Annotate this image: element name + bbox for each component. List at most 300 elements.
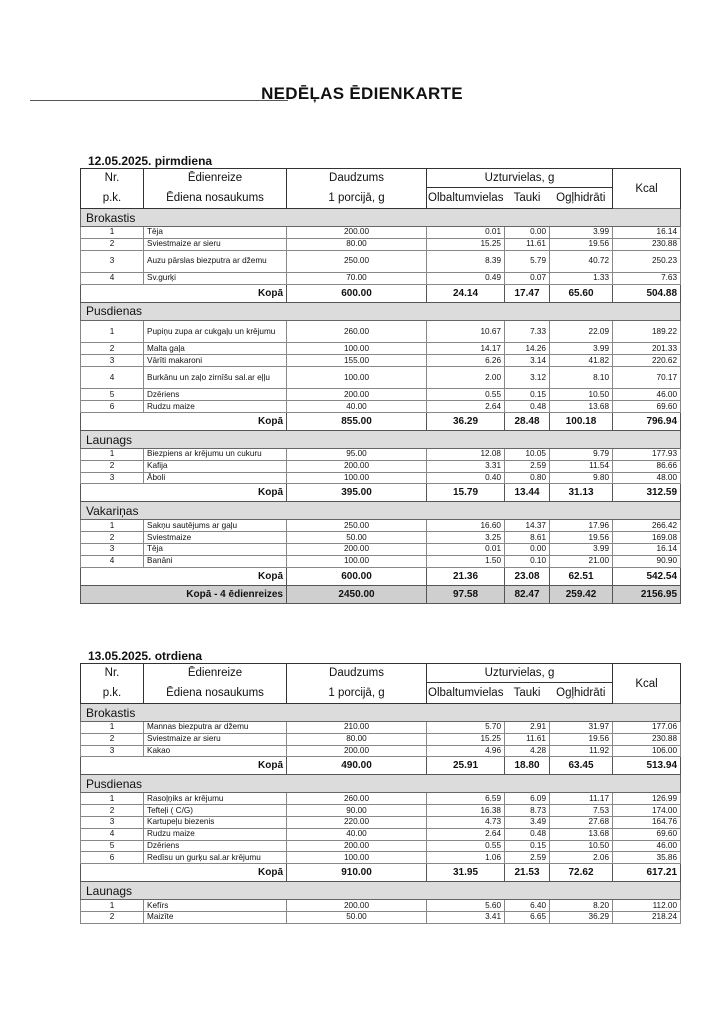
item-carbs: 31.97 [550,722,613,734]
item-nr: 4 [81,273,144,285]
olbaltumvielas-header: Olbaltumvielas [427,683,505,704]
page-title: NEDĒĻAS ĒDIENKARTE [261,84,463,103]
table-row [81,793,681,805]
item-nr: 1 [81,900,144,912]
table-row [81,733,681,745]
grand-total-qty: 2450.00 [287,585,427,603]
item-fat: 10.05 [505,449,550,461]
item-nr: 1 [81,449,144,461]
item-carbs: 7.53 [550,805,613,817]
item-protein: 5.60 [427,900,505,912]
item-protein: 2.64 [427,401,505,413]
item-qty: 210.00 [287,722,427,734]
table-row [81,460,681,472]
item-protein: 0.55 [427,389,505,401]
table-row [81,238,681,250]
item-carbs: 36.29 [550,911,613,923]
item-fat: 0.15 [505,389,550,401]
item-name: Sakņu sautējums ar gaļu [144,520,287,532]
item-carbs: 10.50 [550,840,613,852]
item-fat: 2.91 [505,722,550,734]
item-protein: 14.17 [427,343,505,355]
item-kcal: 201.33 [613,343,681,355]
item-nr: 2 [81,532,144,544]
item-kcal: 177.06 [613,722,681,734]
item-fat: 8.61 [505,532,550,544]
item-fat: 0.80 [505,472,550,484]
item-name: Biezpiens ar krējumu un cukuru [144,449,287,461]
item-name: Sviestmaize [144,532,287,544]
kcal-header: Kcal [613,169,681,209]
item-kcal: 16.14 [613,227,681,239]
item-carbs: 3.99 [550,343,613,355]
item-carbs: 13.68 [550,401,613,413]
total-kcal: 504.88 [613,284,681,302]
oglhidrati-header: Ogļhidrāti [550,188,613,209]
total-protein: 24.14 [427,284,505,302]
table-header-row [81,683,681,704]
item-fat: 6.40 [505,900,550,912]
item-protein: 0.49 [427,273,505,285]
total-protein: 15.79 [427,484,505,502]
total-carbs: 63.45 [550,757,613,775]
header-rule [30,100,288,101]
table-row [81,250,681,273]
item-name: Auzu pārslas biezputra ar džemu [144,250,287,273]
item-nr: 6 [81,401,144,413]
total-label: Kopā [81,484,287,502]
item-carbs: 17.96 [550,520,613,532]
item-protein: 3.25 [427,532,505,544]
total-fat: 23.08 [505,567,550,585]
item-nr: 4 [81,555,144,567]
total-protein: 31.95 [427,864,505,882]
item-kcal: 230.88 [613,238,681,250]
item-qty: 40.00 [287,401,427,413]
table-row [81,343,681,355]
item-kcal: 169.08 [613,532,681,544]
total-protein: 21.36 [427,567,505,585]
item-kcal: 189.22 [613,320,681,343]
daudzums-header: Daudzums [287,169,427,188]
meal-total-row [81,864,681,882]
item-kcal: 7.63 [613,273,681,285]
item-name: Āboli [144,472,287,484]
item-kcal: 230.88 [613,733,681,745]
total-kcal: 513.94 [613,757,681,775]
meal-name: Brokastis [81,704,681,722]
item-carbs: 8.20 [550,900,613,912]
ediena-nosaukums-header: Ēdiena nosaukums [144,188,287,209]
table-row [81,401,681,413]
item-carbs: 19.56 [550,733,613,745]
item-protein: 0.01 [427,544,505,556]
item-fat: 0.15 [505,840,550,852]
item-qty: 200.00 [287,227,427,239]
item-carbs: 9.79 [550,449,613,461]
meal-name: Launags [81,882,681,900]
table-row [81,366,681,389]
item-name: Sviestmaize ar sieru [144,238,287,250]
item-name: Kafija [144,460,287,472]
table-row [81,532,681,544]
edienreize-header: Ēdienreize [144,169,287,188]
total-fat: 28.48 [505,413,550,431]
item-nr: 3 [81,250,144,273]
total-qty: 910.00 [287,864,427,882]
item-carbs: 19.56 [550,532,613,544]
total-label: Kopā [81,567,287,585]
item-nr: 5 [81,389,144,401]
table-row [81,389,681,401]
table-row [81,816,681,828]
item-carbs: 2.06 [550,852,613,864]
item-kcal: 46.00 [613,389,681,401]
ediena-nosaukums-header: Ēdiena nosaukums [144,683,287,704]
item-fat: 6.65 [505,911,550,923]
item-kcal: 16.14 [613,544,681,556]
total-fat: 21.53 [505,864,550,882]
item-qty: 50.00 [287,911,427,923]
item-qty: 100.00 [287,366,427,389]
item-name: Tefteļi ( C/G) [144,805,287,817]
table-row [81,722,681,734]
item-protein: 6.59 [427,793,505,805]
item-qty: 95.00 [287,449,427,461]
total-protein: 25.91 [427,757,505,775]
item-protein: 4.96 [427,745,505,757]
total-fat: 17.47 [505,284,550,302]
item-carbs: 41.82 [550,355,613,367]
item-protein: 1.50 [427,555,505,567]
item-kcal: 112.00 [613,900,681,912]
item-nr: 2 [81,343,144,355]
item-qty: 200.00 [287,900,427,912]
meal-total-row [81,413,681,431]
table-row [81,273,681,285]
item-kcal: 250.23 [613,250,681,273]
item-nr: 2 [81,238,144,250]
item-qty: 200.00 [287,544,427,556]
total-label: Kopā [81,864,287,882]
item-name: Rudzu maize [144,401,287,413]
item-qty: 100.00 [287,852,427,864]
table-row [81,555,681,567]
item-protein: 2.00 [427,366,505,389]
item-kcal: 106.00 [613,745,681,757]
day-title: 13.05.2025. otrdiena [88,649,203,663]
item-nr: 3 [81,544,144,556]
pk-header: p.k. [81,683,144,704]
meal-section-row [81,502,681,520]
item-qty: 200.00 [287,389,427,401]
item-carbs: 11.54 [550,460,613,472]
edienreize-header: Ēdienreize [144,664,287,683]
item-qty: 250.00 [287,250,427,273]
item-kcal: 48.00 [613,472,681,484]
table-row [81,900,681,912]
meal-name: Brokastis [81,209,681,227]
nr-header: Nr. [81,169,144,188]
table-row [81,520,681,532]
item-nr: 3 [81,472,144,484]
item-qty: 80.00 [287,238,427,250]
item-nr: 2 [81,733,144,745]
grand-total-protein: 97.58 [427,585,505,603]
item-nr: 2 [81,460,144,472]
item-nr: 5 [81,840,144,852]
table-header-row [81,188,681,209]
item-fat: 14.26 [505,343,550,355]
item-nr: 3 [81,355,144,367]
item-fat: 5.79 [505,250,550,273]
item-protein: 10.67 [427,320,505,343]
item-nr: 3 [81,745,144,757]
item-name: Sv.gurķi [144,273,287,285]
item-qty: 80.00 [287,733,427,745]
table-row [81,355,681,367]
total-qty: 600.00 [287,284,427,302]
item-qty: 260.00 [287,320,427,343]
item-kcal: 69.60 [613,828,681,840]
item-qty: 260.00 [287,793,427,805]
item-carbs: 3.99 [550,227,613,239]
nr-header: Nr. [81,664,144,683]
item-nr: 1 [81,520,144,532]
oglhidrati-header: Ogļhidrāti [550,683,613,704]
item-carbs: 21.00 [550,555,613,567]
item-name: Kefīrs [144,900,287,912]
item-nr: 4 [81,366,144,389]
item-protein: 0.55 [427,840,505,852]
item-fat: 3.12 [505,366,550,389]
total-carbs: 31.13 [550,484,613,502]
item-protein: 6.26 [427,355,505,367]
item-name: Banāni [144,555,287,567]
item-nr: 4 [81,828,144,840]
item-qty: 70.00 [287,273,427,285]
porcija-header: 1 porcijā, g [287,683,427,704]
item-name: Rudzu maize [144,828,287,840]
meal-name: Launags [81,431,681,449]
table-row [81,828,681,840]
total-kcal: 542.54 [613,567,681,585]
table-row [81,840,681,852]
item-fat: 6.09 [505,793,550,805]
uzturvielas-header: Uzturvielas, g [427,664,613,683]
item-protein: 15.25 [427,238,505,250]
meal-section-row [81,704,681,722]
item-fat: 0.00 [505,544,550,556]
item-qty: 250.00 [287,520,427,532]
item-name: Sviestmaize ar sieru [144,733,287,745]
item-nr: 1 [81,793,144,805]
item-carbs: 11.92 [550,745,613,757]
item-carbs: 1.33 [550,273,613,285]
menu-table [80,168,681,604]
total-label: Kopā [81,284,287,302]
item-protein: 3.31 [427,460,505,472]
total-kcal: 312.59 [613,484,681,502]
total-qty: 855.00 [287,413,427,431]
tauki-header: Tauki [505,188,550,209]
item-fat: 2.59 [505,852,550,864]
meal-section-row [81,882,681,900]
item-carbs: 9.80 [550,472,613,484]
item-carbs: 19.56 [550,238,613,250]
total-qty: 395.00 [287,484,427,502]
total-label: Kopā [81,757,287,775]
item-name: Dzēriens [144,389,287,401]
item-qty: 100.00 [287,472,427,484]
item-protein: 8.39 [427,250,505,273]
item-name: Maizīte [144,911,287,923]
item-kcal: 164.76 [613,816,681,828]
item-qty: 220.00 [287,816,427,828]
item-protein: 16.60 [427,520,505,532]
table-row [81,320,681,343]
total-qty: 490.00 [287,757,427,775]
item-protein: 5.70 [427,722,505,734]
item-carbs: 40.72 [550,250,613,273]
meal-name: Pusdienas [81,302,681,320]
meal-section-row [81,775,681,793]
item-kcal: 35.86 [613,852,681,864]
item-protein: 0.01 [427,227,505,239]
total-label: Kopā [81,413,287,431]
total-fat: 18.80 [505,757,550,775]
item-carbs: 27.68 [550,816,613,828]
item-kcal: 69.60 [613,401,681,413]
meal-section-row [81,431,681,449]
uzturvielas-header: Uzturvielas, g [427,169,613,188]
item-kcal: 126.99 [613,793,681,805]
tauki-header: Tauki [505,683,550,704]
table-row [81,805,681,817]
item-qty: 50.00 [287,532,427,544]
total-fat: 13.44 [505,484,550,502]
daudzums-header: Daudzums [287,664,427,683]
item-nr: 2 [81,911,144,923]
table-row [81,745,681,757]
item-qty: 200.00 [287,840,427,852]
meal-name: Pusdienas [81,775,681,793]
total-carbs: 65.60 [550,284,613,302]
pk-header: p.k. [81,188,144,209]
item-name: Redīsu un gurķu sal.ar krējumu [144,852,287,864]
item-nr: 1 [81,320,144,343]
grand-total-kcal: 2156.95 [613,585,681,603]
item-fat: 4.28 [505,745,550,757]
item-fat: 0.48 [505,401,550,413]
meal-name: Vakariņas [81,502,681,520]
item-fat: 11.61 [505,238,550,250]
table-row [81,227,681,239]
item-protein: 15.25 [427,733,505,745]
total-qty: 600.00 [287,567,427,585]
item-qty: 90.00 [287,805,427,817]
item-nr: 1 [81,722,144,734]
item-name: Kartupeļu biezenis [144,816,287,828]
item-kcal: 70.17 [613,366,681,389]
item-fat: 7.33 [505,320,550,343]
grand-total-carbs: 259.42 [550,585,613,603]
item-carbs: 22.09 [550,320,613,343]
kcal-header: Kcal [613,664,681,704]
item-qty: 200.00 [287,745,427,757]
meal-section-row [81,209,681,227]
item-kcal: 174.00 [613,805,681,817]
meal-total-row [81,757,681,775]
item-carbs: 11.17 [550,793,613,805]
item-name: Kakao [144,745,287,757]
grand-total-label: Kopā - 4 ēdienreizes [81,585,287,603]
meal-total-row [81,484,681,502]
item-protein: 16.38 [427,805,505,817]
meal-total-row [81,284,681,302]
total-protein: 36.29 [427,413,505,431]
table-row [81,544,681,556]
item-carbs: 10.50 [550,389,613,401]
item-kcal: 220.62 [613,355,681,367]
table-row [81,911,681,923]
item-name: Tēja [144,227,287,239]
table-row [81,449,681,461]
olbaltumvielas-header: Olbaltumvielas [427,188,505,209]
item-carbs: 8.10 [550,366,613,389]
item-protein: 1.06 [427,852,505,864]
item-protein: 2.64 [427,828,505,840]
meal-total-row [81,567,681,585]
total-carbs: 100.18 [550,413,613,431]
item-kcal: 177.93 [613,449,681,461]
item-kcal: 90.90 [613,555,681,567]
item-fat: 0.07 [505,273,550,285]
item-fat: 0.00 [505,227,550,239]
item-protein: 3.41 [427,911,505,923]
table-header-row [81,169,681,188]
table-row [81,852,681,864]
item-qty: 155.00 [287,355,427,367]
total-carbs: 72.62 [550,864,613,882]
item-name: Pupiņu zupa ar cukgaļu un krējumu [144,320,287,343]
item-name: Vārīti makaroni [144,355,287,367]
item-kcal: 218.24 [613,911,681,923]
total-carbs: 62.51 [550,567,613,585]
grand-total-fat: 82.47 [505,585,550,603]
item-fat: 3.49 [505,816,550,828]
item-fat: 14.37 [505,520,550,532]
item-qty: 100.00 [287,555,427,567]
item-fat: 8.73 [505,805,550,817]
item-carbs: 3.99 [550,544,613,556]
item-nr: 2 [81,805,144,817]
total-kcal: 617.21 [613,864,681,882]
item-qty: 200.00 [287,460,427,472]
item-fat: 2.59 [505,460,550,472]
item-qty: 40.00 [287,828,427,840]
menu-table [80,663,681,924]
item-name: Mannas biezputra ar džemu [144,722,287,734]
item-name: Malta gaļa [144,343,287,355]
item-name: Tēja [144,544,287,556]
meal-section-row [81,302,681,320]
item-carbs: 13.68 [550,828,613,840]
item-protein: 12.08 [427,449,505,461]
total-kcal: 796.94 [613,413,681,431]
day-section [80,154,680,604]
item-nr: 1 [81,227,144,239]
